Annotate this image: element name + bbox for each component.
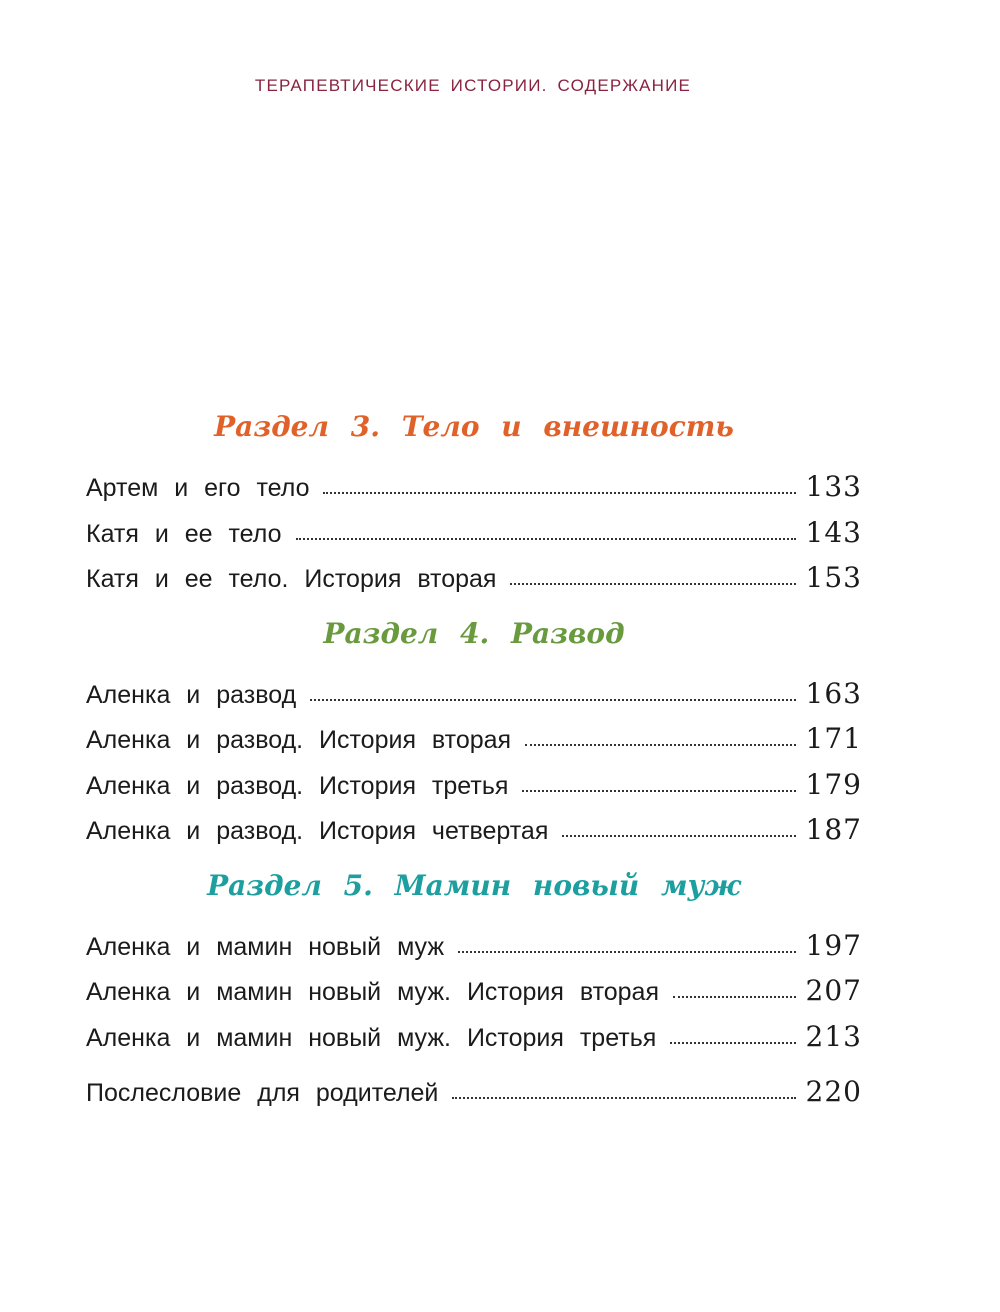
toc-entry[interactable] — [86, 671, 862, 717]
dot-leader — [522, 774, 795, 794]
toc-entry-page: 213 — [805, 1019, 862, 1053]
toc-entry-title: Аленка и развод. История третья — [86, 771, 509, 800]
toc-entry-title: Катя и ее тело — [86, 519, 282, 548]
toc-entry-title: Аленка и развод. История вторая — [86, 726, 512, 754]
toc-entry-page: 187 — [805, 813, 862, 846]
toc-entry[interactable] — [86, 1014, 862, 1060]
section-4-title: Раздел 4. Развод — [323, 616, 625, 650]
dot-leader — [458, 935, 795, 955]
toc-entry-page: 171 — [805, 722, 862, 755]
dot-leader — [323, 476, 795, 496]
dot-leader — [670, 1026, 795, 1046]
toc-entry-title: Аленка и мамин новый муж. История вторая — [86, 978, 659, 1006]
section-3-title: Раздел 3. Тело и внешность — [214, 410, 734, 443]
dot-leader — [452, 1081, 795, 1101]
dot-leader — [310, 683, 795, 703]
toc-entry[interactable] — [86, 555, 862, 601]
toc-entry-afterword[interactable] — [86, 1069, 862, 1115]
toc-entry[interactable] — [86, 762, 862, 808]
toc-entry-page: 163 — [805, 676, 862, 710]
toc-entry-title: Аленка и развод. История четвертая — [86, 817, 549, 845]
toc-entry-page: 197 — [805, 928, 862, 962]
section-5-title: Раздел 5. Мамин новый муж — [207, 868, 741, 902]
dot-leader — [510, 567, 795, 587]
toc-entry[interactable] — [86, 968, 862, 1014]
dot-leader — [562, 819, 795, 839]
toc-entry[interactable] — [86, 716, 862, 762]
toc-entry[interactable] — [86, 807, 862, 853]
dot-leader — [296, 522, 796, 542]
toc-entry[interactable] — [86, 464, 862, 510]
toc-entry-page: 207 — [805, 974, 862, 1007]
toc-entry-page: 179 — [805, 767, 862, 801]
toc-entry-title: Катя и ее тело. История вторая — [86, 565, 497, 593]
table-of-contents — [86, 402, 862, 1115]
dot-leader — [673, 980, 796, 1000]
running-title: ТЕРАПЕВТИЧЕСКИЕ ИСТОРИИ. СОДЕРЖАНИЕ — [254, 76, 692, 95]
toc-entry-title: Артем и его тело — [86, 474, 310, 502]
toc-entry[interactable] — [86, 510, 862, 556]
toc-entry-title: Аленка и мамин новый муж. История третья — [86, 1023, 657, 1052]
toc-entry-title: Аленка и развод — [86, 680, 297, 709]
dot-leader — [525, 728, 795, 748]
toc-entry[interactable] — [86, 923, 862, 969]
toc-entry-page: 153 — [805, 561, 862, 594]
toc-entry-page: 133 — [805, 470, 862, 503]
toc-entry-title: Аленка и мамин новый муж — [86, 932, 445, 961]
toc-entry-page: 220 — [805, 1075, 862, 1108]
toc-entry-page: 143 — [805, 515, 862, 549]
toc-entry-title: Послесловие для родителей — [86, 1079, 439, 1107]
